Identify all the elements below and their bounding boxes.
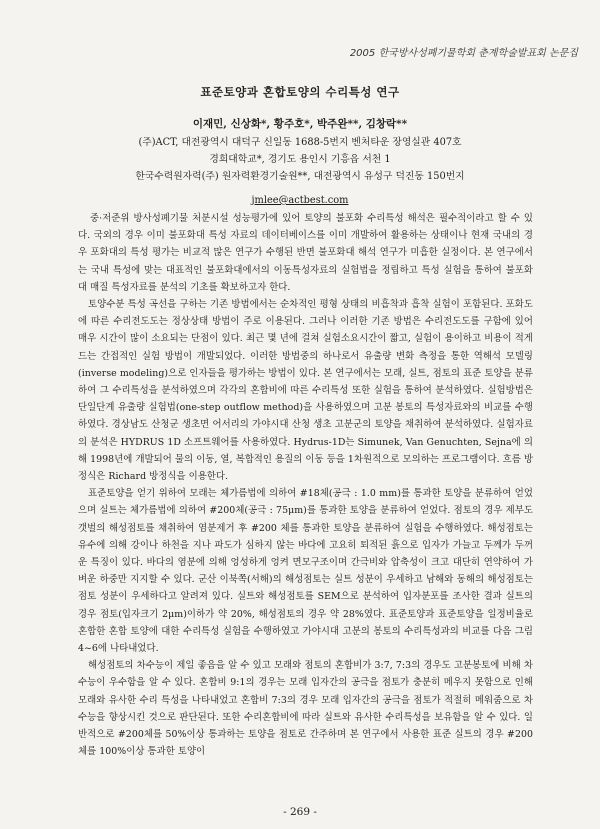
paper-title: 표준토양과 혼합토양의 수리특성 연구 (200, 85, 400, 99)
affiliation-2: 경희대학교*, 경기도 용인시 기흥읍 서천 1 (209, 154, 391, 165)
author-email: jmlee@actbest.com (251, 195, 349, 206)
affiliation-3: 한국수력원자력(주) 원자력환경기술원**, 대전광역시 유성구 덕진동 150번지 (135, 171, 465, 182)
paragraph: 토양수분 특성 곡선을 구하는 기존 방법에서는 순차적인 평형 상태의 비흡착과 흡착 실험이 포함된다. 포화도에 따른 수리전도도는 정상상태 방법이 주로 이용된다. 그러나 이러한 기존 방법은 수리전도도를 구함에 있어 매우 시간이 많이 소요되는 단점이 있다. 최근 몇 년에 걸쳐 실험소요시간이 짧고, 실험이 용이하고 비용이 적게 드는 간접적인 실험 방법이 개발되었다. 이러한 방법중의 하나로서 유출량 변화 측정을 통한 역해석 모델링(inverse modeling)으로 인자들을 평가하는 방법이 있다. 본 연구에서는 모래, 실트, 점토의 표준 토양을 분류하여 그 수리특성을 분석하였으며 각각의 혼합비에 따른 수리특성 또한 실험을 통하여 분석하였다. 실험방법은 단일단계 유출량 실험법(one-step outflow method)을 사용하였으며 고분 봉토의 특성자료와의 비교를 수행하였다. 경상남도 산청군 생초면 어서리의 가야시대 산청 생초 고분군의 토양을 채취하여 분석하였다. 실험자료의 분석은 HYDRUS 1D 소프트웨어를 사용하였다. Hydrus-1D는 Simunek, Van Genuchten, Sejna에 의해 1998년에 개발되어 물의 이동, 열, 복합적인 용질의 이동 등을 1차원적으로 모의하는 프로그램이다. 흐름 방정식은 Richard 방정식을 이용한다. (78, 299, 533, 483)
author-list: 이재민, 신상화*, 황주호*, 박주완**, 김창락** (192, 118, 408, 130)
paragraph: 표준토양을 얻기 위하여 모래는 체가름법에 의하여 #18체(공극 : 1.0 mm)를 통과한 토양을 분류하여 얻었으며 실트는 체가름법에 의하여 #200체(공극 : 75μm)를 통과한 토양을 분류하여 얻었다. 점토의 경우 제부도 갯벌의 해성점토를 채취하여 염분제거 후 #200 체를 통과한 토양을 분류하여 실험을 수행하였다. 해성점토는 유수에 의해 강이나 하천을 지나 파도가 심하지 않는 바다에 고요히 퇴적된 흙으로 입자가 가늘고 두께가 두꺼운 특징이 있다. 바다의 염분에 의해 엉성하게 엉켜 면모구조이며 간극비와 압축성이 크고 대단히 연약하여 가벼운 하중만 지지할 수 있다. 군산 이북쪽(서해)의 해성점토는 실트 성분이 우세하고 남해와 동해의 해성점토는 점토 성분이 우세하다고 알려져 있다. 실트와 해성점토를 SEM으로 분석하여 입자분포를 조사한 결과 실트의 경우 점토(입자크기 2μm)이하가 약 20%, 해성점토의 경우 약 28%였다. 표준토양과 표준토양을 일정비율로 혼합한 혼합 토양에 대한 수리특성 실험을 수행하였고 가야시대 고분의 봉토의 수리특성과의 비교를 다음 그림4~6에 나타내었다. (78, 488, 533, 655)
page-number: - 269 - (283, 806, 317, 818)
affiliation-1: (주)ACT, 대전광역시 대덕구 신일동 1688-5번지 벤처타운 장영실관 407호 (138, 137, 462, 148)
running-header: 2005 한국방사성폐기물학회 춘계학술발표회 논문집 (349, 48, 578, 59)
body-text (78, 210, 533, 761)
paragraph: 해성점토의 차수능이 제일 좋음을 알 수 있고 모래와 점토의 혼합비가 3:7, 7:3의 경우도 고분봉토에 비해 차수능이 우수함을 알 수 있다. 혼합비 9:1의 경우는 모래 입자간의 공극을 점토가 충분히 메우지 못함으로 인해 모래와 유사한 수리 특성을 나타내었고 혼합비 7:3의 경우 모래 입자간의 공극을 점토가 적절히 메워줌으로 차수능을 향상시킨 것으로 판단된다. 또한 수리혼합비에 따라 실트와 유사한 수리특성을 보유함을 알 수 있다. 일반적으로 #200체를 50%이상 통과하는 토양을 점토로 간주하며 본 연구에서 사용한 표준 실트의 경우 #200체를 100%이상 통과한 토양이 (78, 660, 533, 758)
paragraph: 중·저준위 방사성폐기물 처분시설 성능평가에 있어 토양의 불포화 수리특성 해석은 필수적이라고 할 수 있다. 국외의 경우 이미 불포화대 특성 자료의 데이터베이스를 이미 개발하여 활용하는 상태이나 현재 국내의 경우 포화대의 특성 평가는 비교적 많은 연구가 수행된 반면 불포화대 해석 연구가 미흡한 실정이다. 본 연구에서는 국내 특성에 맞는 대표적인 불포화대에서의 이동특성자료의 실험법을 정립하고 특성 실험을 통하여 불포화대 매질 특성자료를 분석의 기초를 확보하고자 한다. (78, 213, 533, 293)
